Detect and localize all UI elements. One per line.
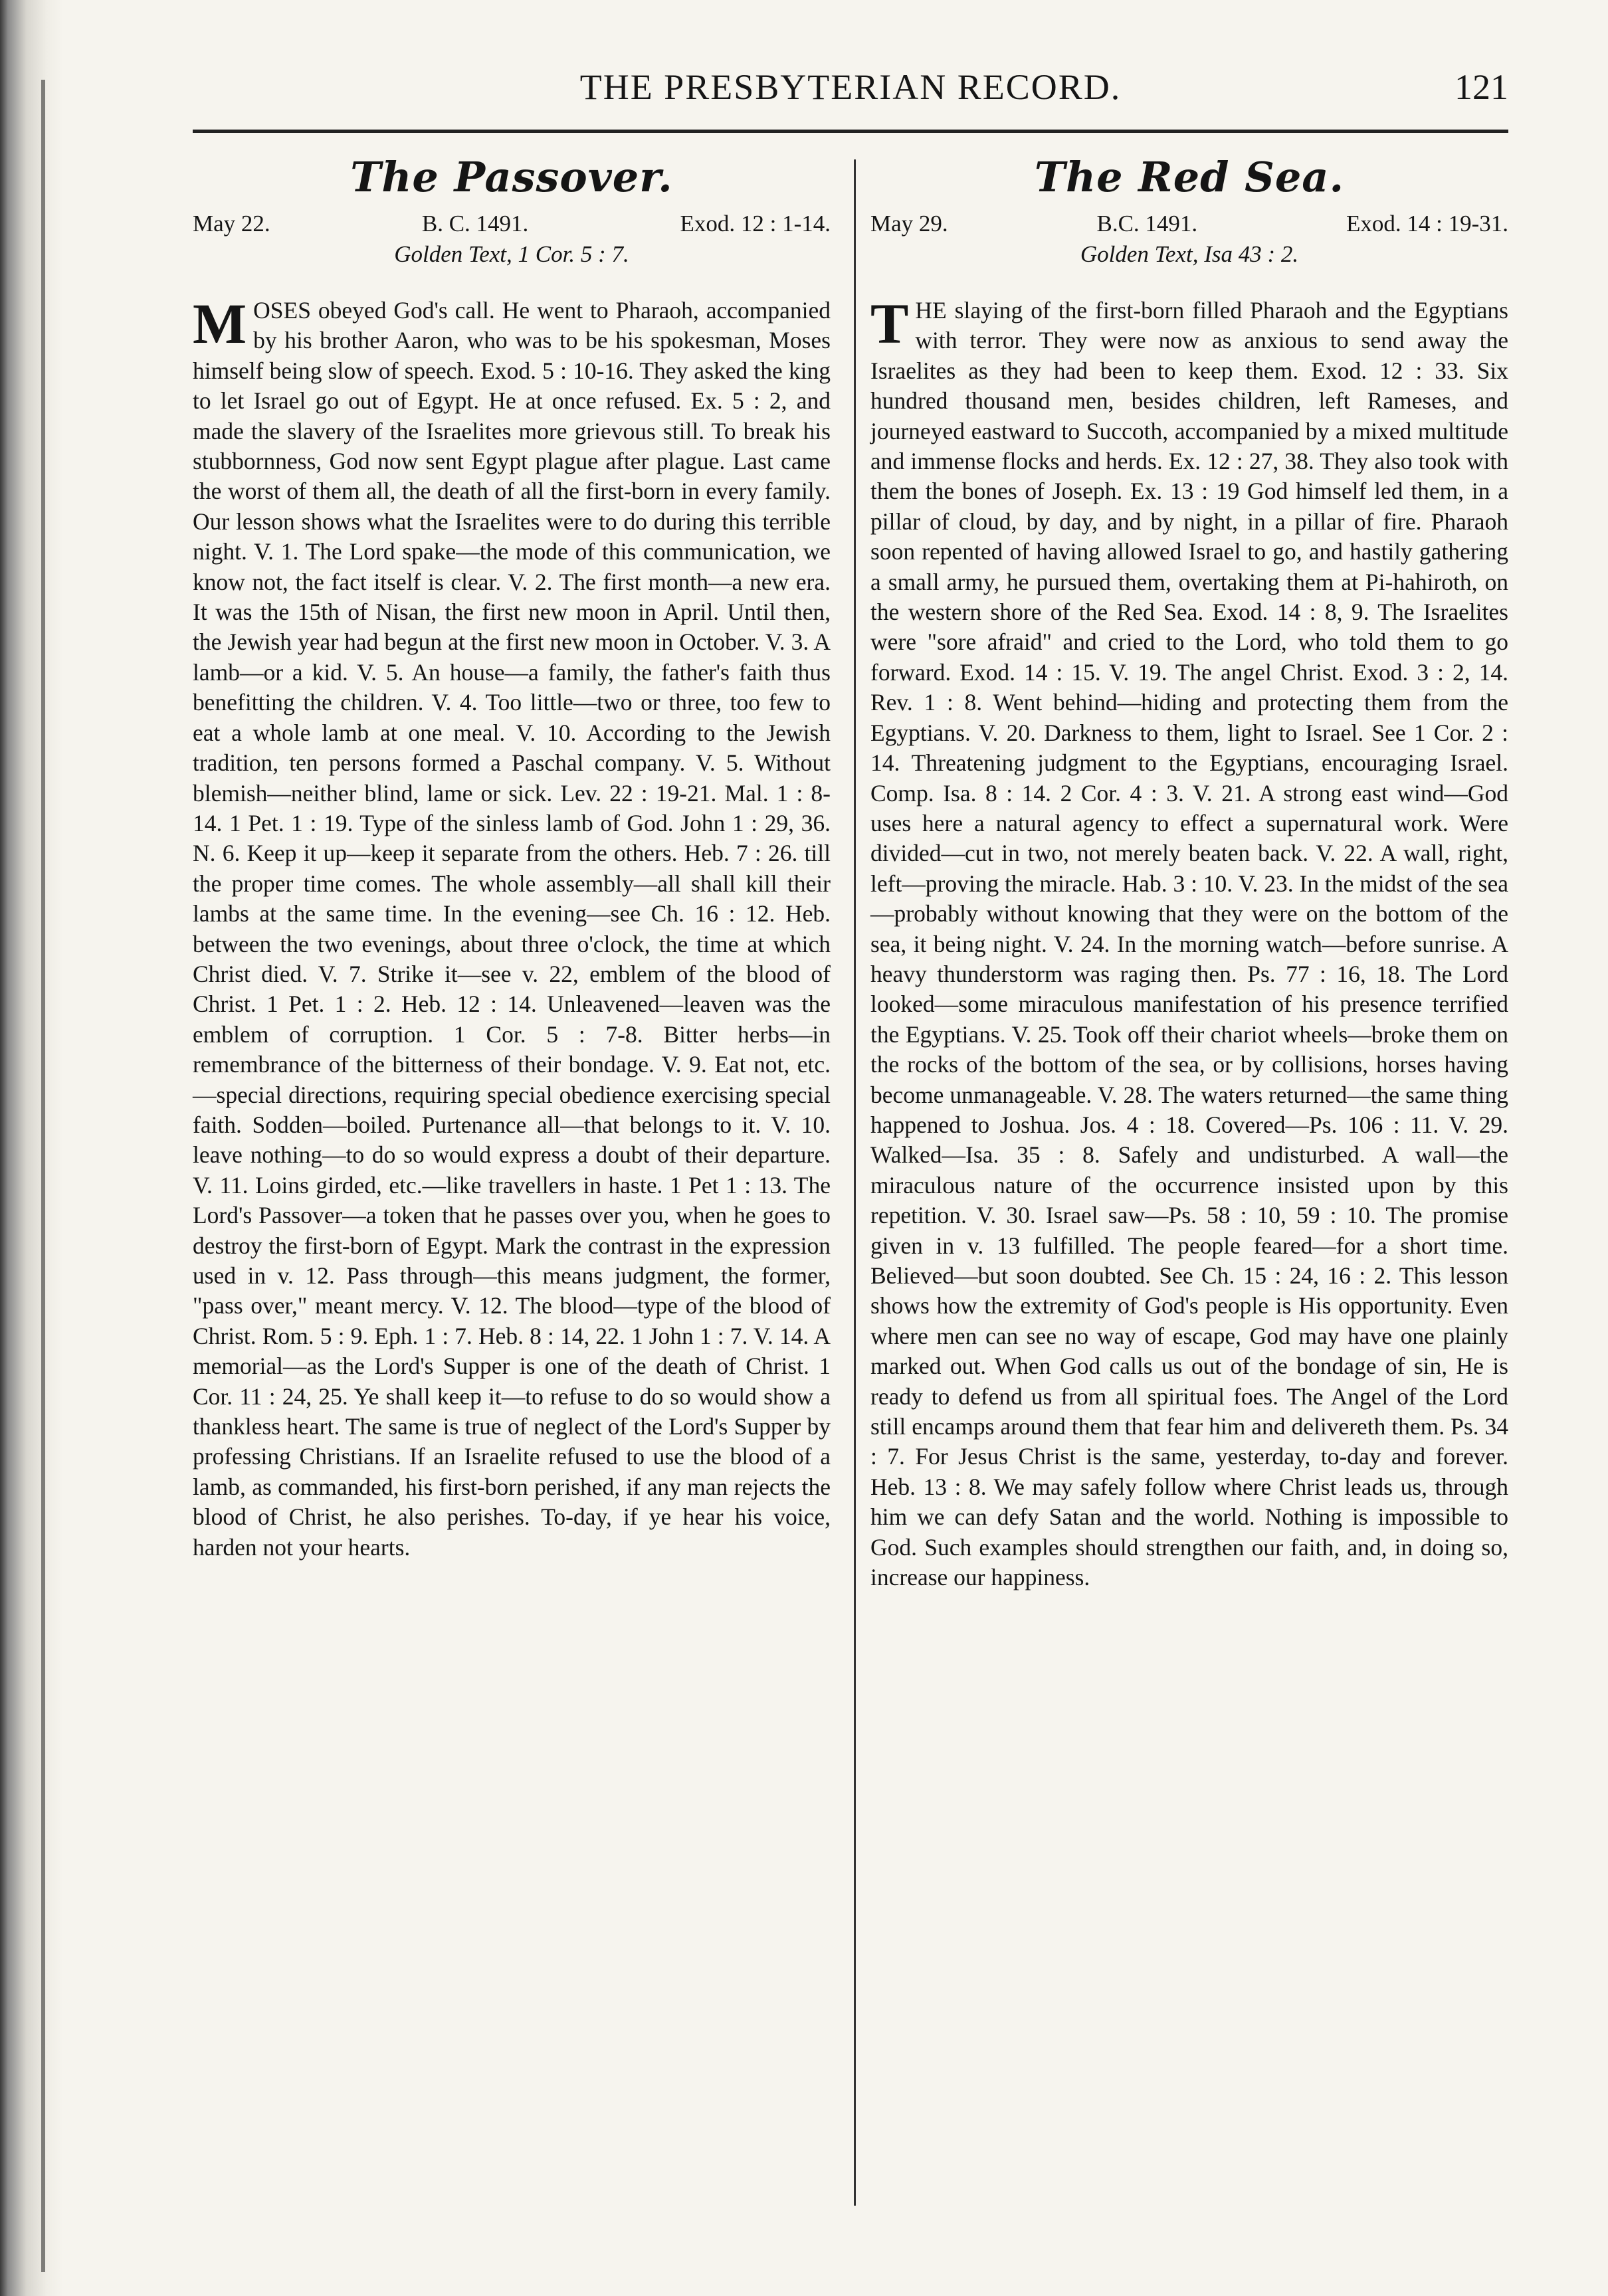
drop-cap: T bbox=[870, 292, 909, 355]
drop-cap: M bbox=[193, 292, 247, 355]
lesson-heading: The Red Sea. bbox=[1034, 153, 1345, 201]
lesson-era: B.C. 1491. bbox=[1096, 211, 1198, 237]
lesson-reference: Exod. 12 : 1-14. bbox=[680, 211, 831, 237]
lesson-meta bbox=[870, 211, 1508, 237]
lesson-body bbox=[870, 292, 1508, 1592]
publication-title: THE PRESBYTERIAN RECORD. bbox=[579, 67, 1122, 107]
golden-text: Golden Text, Isa 43 : 2. bbox=[1080, 241, 1299, 267]
lesson-text: OSES obeyed God's call. He went to Pharaoh, accompanied by his brother Aaron, who was to be his spokesman, Moses himself being slow of speech. Exod. 5 : 10-16. They asked the king to let Israel go out of Egypt. He at once refused. Ex. 5 : 2, and made the slavery of the Israelites more grievous still. To break his stubbornness, God now sent Egypt plague after plague. Last came the worst of them all, the death of all the first-born in every family. Our lesson shows what the Israelites were to do during this terrible night. V. 1. The Lord spake—the mode of this communication, we know not, the fact itself is clear. V. 2. The first month—a new era. It was the 15th of Nisan, the first new moon in April. Until then, the Jewish year had begun at the first new moon in October. V. 3. A lamb—or a kid. V. 5. An house—a family, the father's faith thus benefitting the children. V. 4. Too little—two or three, too few to eat a whole lamb at one meal. V. 10. According to the Jewish tradition, ten persons formed a Paschal company. V. 5. Without blemish—neither blind, lame or sick. Lev. 22 : 19-21. Mal. 1 : 8-14. 1 Pet. 1 : 19. Type of the sinless lamb of God. John 1 : 29, 36. N. 6. Keep it up—keep it separate from the others. Heb. 7 : 26. till the proper time comes. The whole assembly—all shall kill their lambs at the same time. In the evening—see Ch. 16 : 12. Heb. between the two evenings, about three o'clock, the time at which Christ died. V. 7. Strike it—see v. 22, emblem of the blood of Christ. 1 Pet. 1 : 2. Heb. 12 : 14. Unleavened—leaven was the emblem of corruption. 1 Cor. 5 : 7-8. Bitter herbs—in remembrance of the bitterness of their bondage. V. 9. Eat not, etc.—special directions, requiring special obedience exercising special faith. Sodden—boiled. Purtenance all—that belongs to it. V. 10. leave nothing—to do so would express a doubt of their departure. V. 11. Loins girded, etc.—like travellers in haste. 1 Pet 1 : 13. The Lord's Passover—a token that he passes over you, when he goes to destroy the first-born of Egypt. Mark the contrast in the expression used in v. 12. Pass through—this means judgment, the former, "pass over," meant mercy. V. 12. The blood—type of the blood of Christ. Rom. 5 : 9. Eph. 1 : 7. Heb. 8 : 14, 22. 1 John 1 : 7. V. 14. A memorial—as the Lord's Supper is one of the death of Christ. 1 Cor. 11 : 24, 25. Ye shall keep it—to refuse to do so would show a thankless heart. The same is true of neglect of the Lord's Supper by professing Christians. If an Israelite refused to use the blood of a lamb, as commanded, his first-born perished, if any man rejects the blood of Christ, he also perishes. To-day, if ye hear his voice, harden not your hearts. bbox=[193, 297, 831, 1561]
golden-text: Golden Text, 1 Cor. 5 : 7. bbox=[394, 241, 629, 267]
lesson-reference: Exod. 14 : 19-31. bbox=[1346, 211, 1508, 237]
lesson-column-red-sea bbox=[870, 153, 1508, 1592]
lesson-heading: The Passover. bbox=[350, 153, 673, 201]
book-spine-shadow bbox=[0, 0, 63, 2296]
lesson-text: HE slaying of the first-born filled Pharaoh and the Egyptians with terror. They were now as anxious to send away the Israelites as they had been to keep them. Exod. 12 : 33. Six hundred thousand men, besides children, left Rameses, and journeyed eastward to Succoth, accompanied by a mixed multitude and immense flocks and herds. Ex. 12 : 27, 38. They also took with them the bones of Joseph. Ex. 13 : 19 God himself led them, in a pillar of cloud, by day, and by night, in a pillar of fire. Pharaoh soon repented of having allowed Israel to go, and hastily gathering a small army, he pursued them, overtaking them at Pi-hahiroth, on the western shore of the Red Sea. Exod. 14 : 8, 9. The Israelites were "sore afraid" and cried to the Lord, who told them to go forward. Exod. 14 : 15. V. 19. The angel Christ. Exod. 3 : 2, 14. Rev. 1 : 8. Went behind—hiding and protecting them from the Egyptians. V. 20. Darkness to them, light to Israel. See 1 Cor. 2 : 14. Threatening judgment to the Egyptians, encouraging Israel. Comp. Isa. 8 : 14. 2 Cor. 4 : 3. V. 21. A strong east wind—God uses here a natural agency to effect a supernatural work. Were divided—cut in two, not merely beaten back. V. 22. A wall, right, left—proving the miracle. Hab. 3 : 10. V. 23. In the midst of the sea—probably without knowing that they were on the bottom of the sea, it being night. V. 24. In the morning watch—before sunrise. A heavy thunderstorm was raging then. Ps. 77 : 16, 18. The Lord looked—some miraculous manifestation of his presence terrified the Egyptians. V. 25. Took off their chariot wheels—broke them on the rocks of the bottom of the sea, or by collisions, horses having become unmanageable. V. 28. The waters returned—the same thing happened to Joshua. Jos. 4 : 18. Covered—Ps. 106 : 11. V. 29. Walked—Isa. 35 : 8. Safely and undisturbed. A wall—the miraculous nature of the occurrence insisted upon by this repetition. V. 30. Israel saw—Ps. 58 : 10, 59 : 10. The promise given in v. 13 fulfilled. The people feared—for a short time. Believed—but soon doubted. See Ch. 15 : 24, 16 : 2. This lesson shows how the extremity of God's people is His opportunity. Even where men can see no way of escape, God may have one plainly marked out. When God calls us out of the bondage of sin, He is ready to defend us from all spiritual foes. The Angel of the Lord still encamps around them that fear him and delivereth them. Ps. 34 : 7. For Jesus Christ is the same, yesterday, to-day and forever. Heb. 13 : 8. We may safely follow where Christ leads us, through him we can defy Satan and the world. Nothing is impossible to God. Such examples should strengthen our faith, and, in doing so, increase our happiness. bbox=[870, 297, 1508, 1591]
lesson-column-passover bbox=[193, 153, 831, 1563]
page-header bbox=[193, 66, 1508, 120]
column-divider bbox=[854, 159, 856, 2206]
lesson-date: May 29. bbox=[870, 211, 948, 237]
page-number: 121 bbox=[1455, 67, 1508, 107]
header-rule bbox=[193, 130, 1508, 133]
lesson-date: May 22. bbox=[193, 211, 270, 237]
lesson-era: B. C. 1491. bbox=[421, 211, 529, 237]
lesson-body bbox=[193, 292, 831, 1563]
binding-edge bbox=[41, 80, 45, 2272]
lesson-meta bbox=[193, 211, 831, 237]
